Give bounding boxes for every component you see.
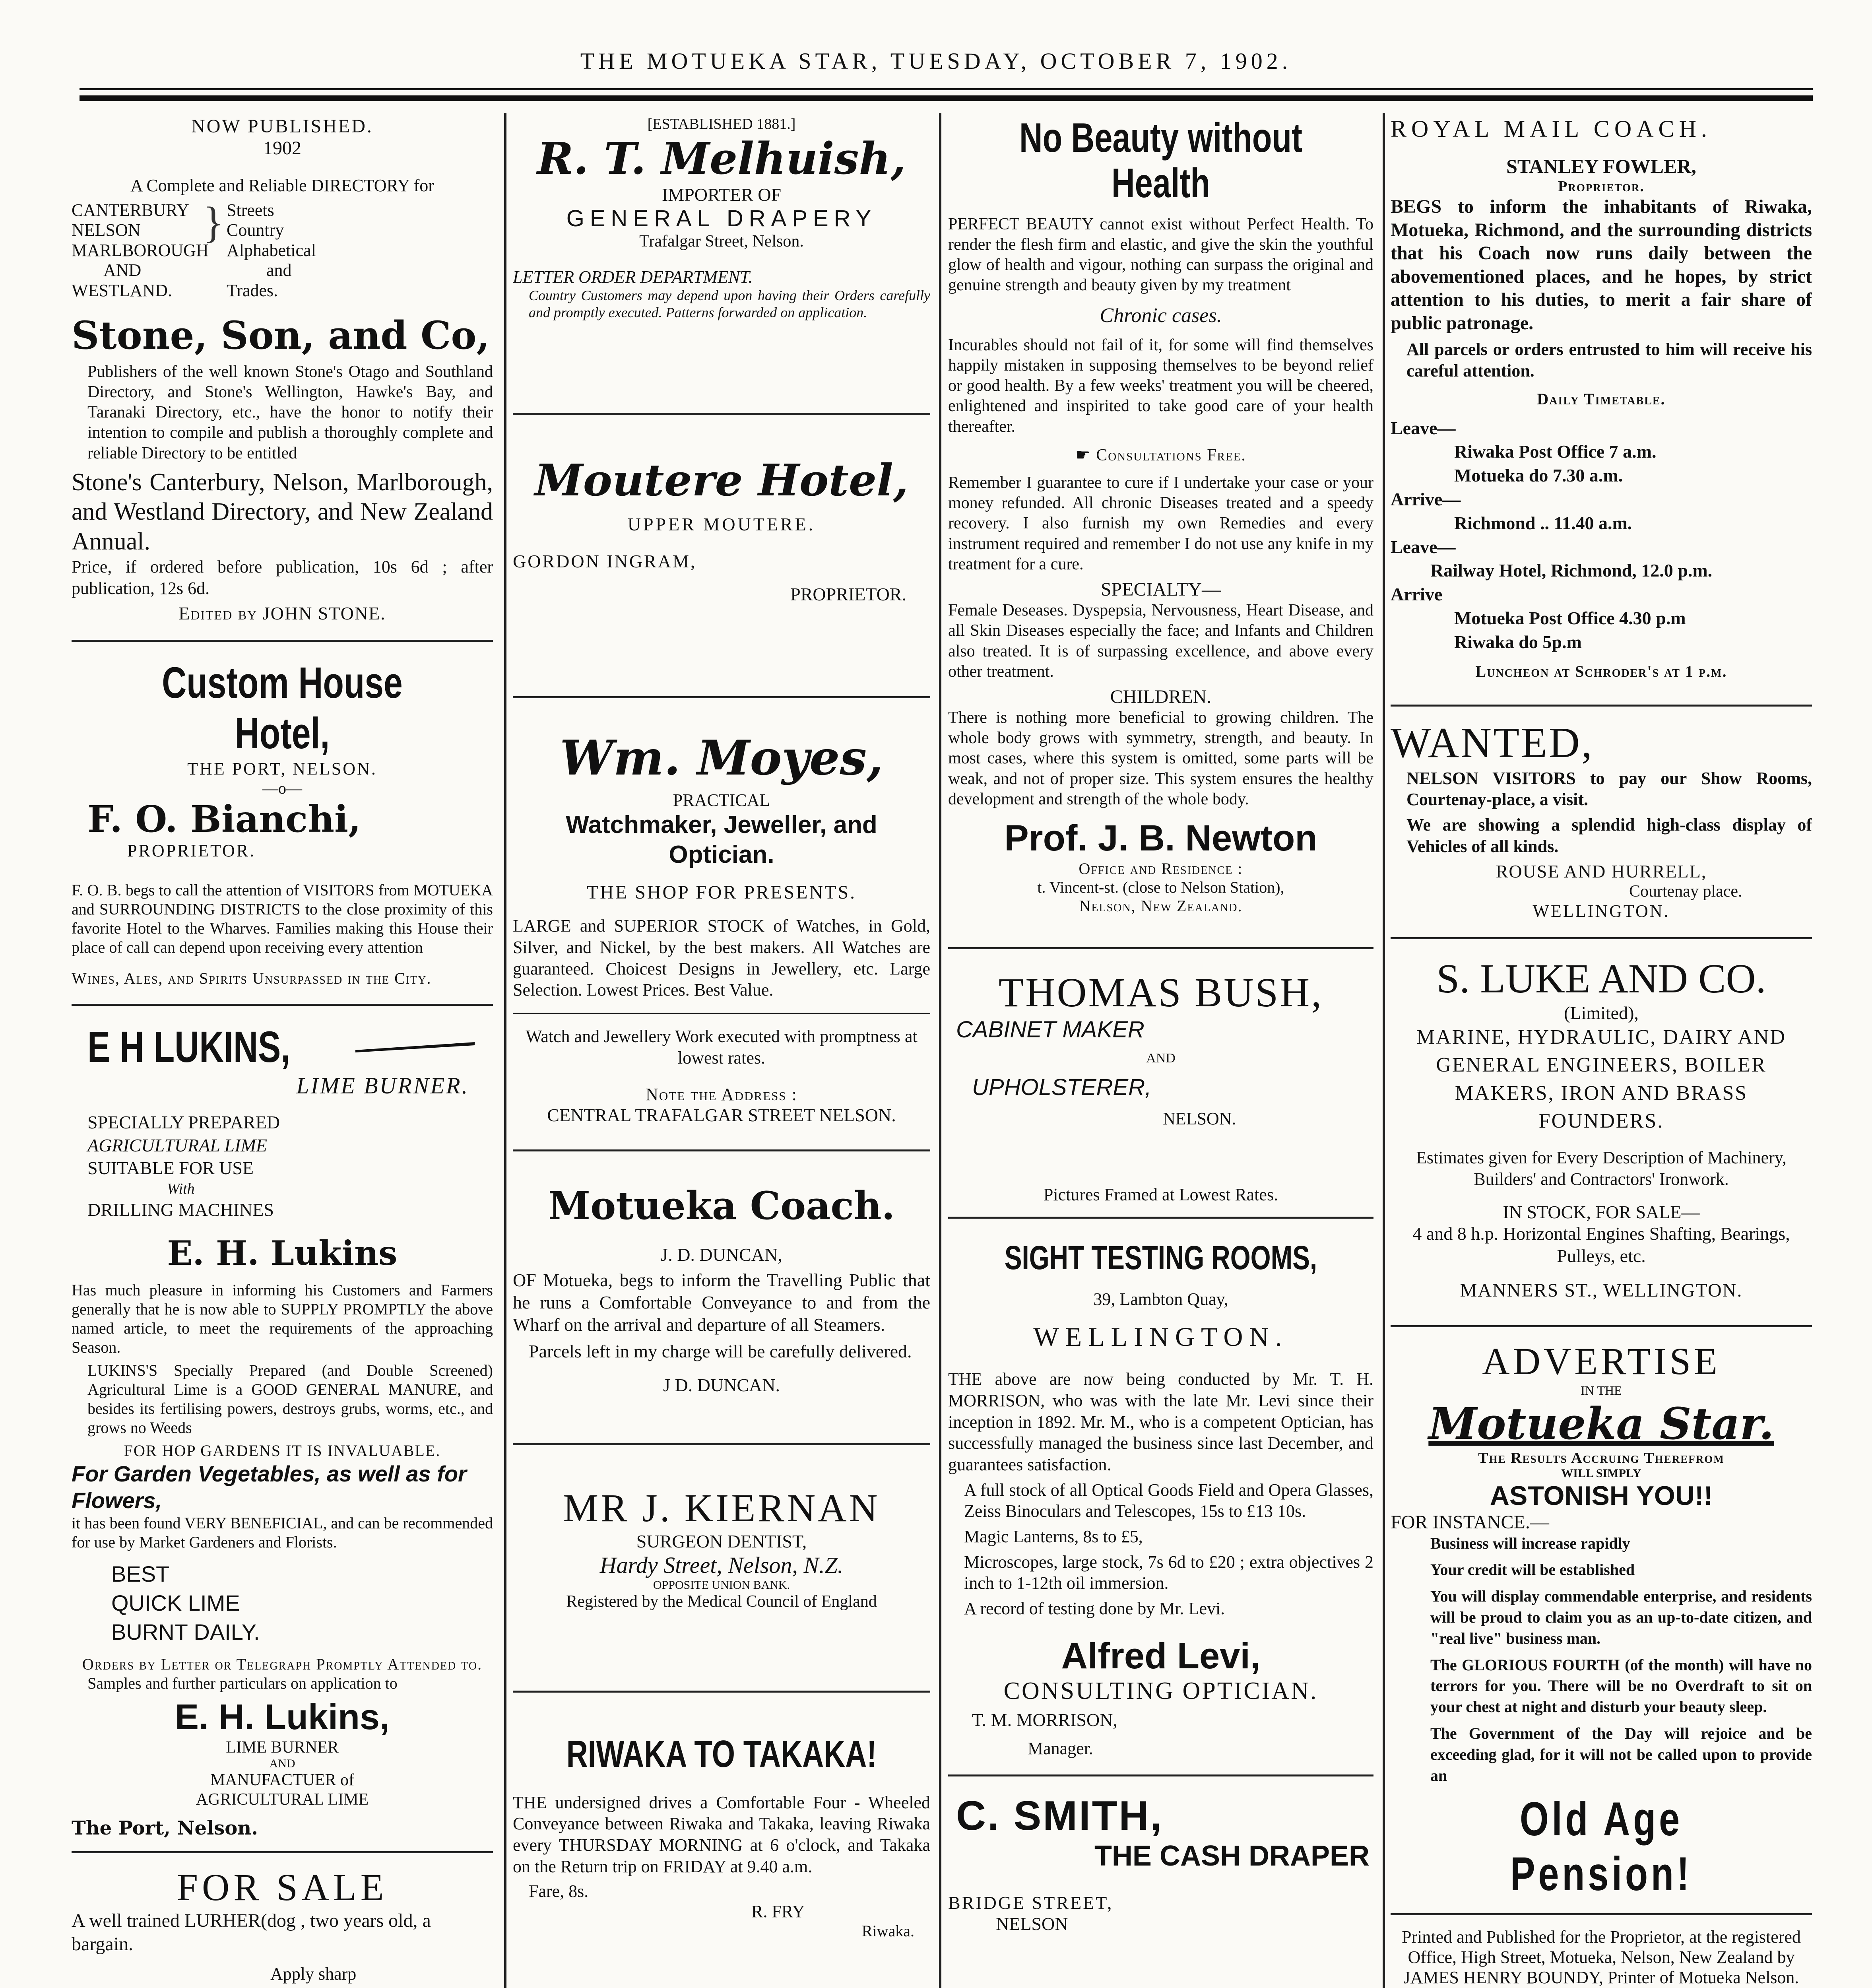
schedule-label: Arrive bbox=[1391, 584, 1443, 605]
coach-sign: J D. DUNCAN. bbox=[663, 1375, 780, 1395]
type: Streets bbox=[227, 200, 274, 220]
lukins-garden: For Garden Vegetables, as well as for Flowers, bbox=[72, 1461, 467, 1513]
newton-body-3: Remember I guarantee to cure if I undertake your case or your money refunded. All chronic Diseases treated and a speedy recovery. I also furnish my own Remedies and every instrument required and remember I do not use any knife in my treatment for a cure. bbox=[948, 473, 1373, 573]
schedule-label: Leave— bbox=[1391, 417, 1456, 438]
schedule-line: Riwaka do 5p.m bbox=[1454, 631, 1582, 652]
newton-headline: No Beauty without Health bbox=[1019, 115, 1303, 207]
schedule-line: Motueka do 7.30 a.m. bbox=[1454, 465, 1623, 486]
lukins-orders: Orders by Letter or Telegraph Promptly Attended to. bbox=[82, 1655, 483, 1673]
sight-body-2: A full stock of all Optical Goods Field and Opera Glasses, Zeiss Binoculars and Telescopes, 15s to £13 10s. bbox=[964, 1480, 1373, 1521]
advertise-instance: FOR INSTANCE.— bbox=[1391, 1511, 1549, 1533]
advertise-title: ADVERTISE bbox=[1482, 1340, 1721, 1382]
imprint: Printed and Published for the Proprietor, at the registered Office, High Street, Motueka, Nelson, New Zealand by JAMES HENRY BOUNDY, Printer of Motueka Nelson. bbox=[1402, 1927, 1801, 1987]
letter-order-dept: LETTER ORDER DEPARTMENT. bbox=[513, 267, 753, 287]
divider bbox=[1391, 705, 1812, 707]
newton-body-2: Incurables should not fail of it, for some will find themselves happily mistaken in supposing themselves to be beyond relief or good health. By a few weeks' treatment you will be cheered, enlightened and inspirited to take good care of your health thereafter. bbox=[948, 336, 1373, 436]
levi-manager-role: Manager. bbox=[1028, 1738, 1093, 1758]
coach-body: OF Motueka, begs to inform the Travelling Public that he runs a Comfortable Conveyance to and from the Wharf on the arrival and departure of all Steamers. bbox=[513, 1270, 930, 1335]
divider bbox=[1391, 937, 1812, 939]
newton-body-5: There is nothing more beneficial to growing children. The whole body grows with symmetry, strength, and beauty. In most cases, where this system is omitted, some parts will be weak, and not of proper size. This system ensures the healthy development and strength of the whole body. bbox=[948, 709, 1373, 808]
kiernan-address: Hardy Street, Nelson, N.Z. bbox=[599, 1552, 844, 1578]
bush-name: THOMAS BUSH, bbox=[998, 970, 1323, 1016]
newton-consult bbox=[948, 445, 1373, 465]
riwaka-title: RIWAKA TO TAKAKA! bbox=[566, 1732, 877, 1775]
levi-role: CONSULTING OPTICIAN. bbox=[1003, 1677, 1318, 1705]
masthead-rule-thick bbox=[80, 95, 1813, 101]
wanted-street: Courtenay place. bbox=[1629, 882, 1742, 901]
newton-body-4: Female Deseases. Dyspepsia, Nervousness, Heart Disease, and all Skin Diseases especially the face; and Infants and Children also treated. It is of surpassing excellence, and above every other treatment. bbox=[948, 601, 1373, 681]
wanted-ad bbox=[1391, 718, 1812, 922]
region: NELSON bbox=[72, 220, 141, 240]
proprietor-role: PROPRIETOR. bbox=[127, 841, 256, 861]
luke-engines: 4 and 8 h.p. Horizontal Engines Shafting, Bearings, Pulleys, etc. bbox=[1412, 1223, 1790, 1266]
lukins-ad bbox=[72, 1022, 493, 1839]
sight-city: WELLINGTON. bbox=[1033, 1322, 1288, 1352]
lukins-best bbox=[72, 1560, 493, 1646]
divider bbox=[513, 1691, 930, 1693]
column-4 bbox=[1391, 115, 1812, 1988]
riwaka-place: Riwaka. bbox=[861, 1922, 914, 1940]
advertise-items bbox=[1391, 1533, 1812, 1786]
advertise-will: WILL SIMPLY bbox=[1561, 1466, 1641, 1480]
letter-order-body: Country Customers may depend upon having their Orders carefully and promptly executed. Patterns forwarded on application. bbox=[529, 287, 930, 321]
lukins-sign-lines bbox=[72, 1738, 493, 1809]
schedule-line: Riwaka Post Office 7 a.m. bbox=[1454, 441, 1657, 462]
sight-lanterns: Magic Lanterns, 8s to £5, bbox=[964, 1526, 1143, 1546]
directory-regions bbox=[72, 200, 493, 301]
masthead-rule bbox=[80, 88, 1813, 90]
divider bbox=[72, 640, 493, 642]
kiernan-opposite: OPPOSITE UNION BANK. bbox=[653, 1578, 790, 1592]
schedule-line: Railway Hotel, Richmond, 12.0 p.m. bbox=[1430, 560, 1713, 581]
advertise-pension: Old Age Pension! bbox=[1510, 1792, 1692, 1901]
advertise-item: The Government of the Day will rejoice and be exceeding glad, for it will not be called upon to provide an bbox=[1430, 1724, 1812, 1784]
divider bbox=[1391, 1913, 1812, 1915]
wanted-firm: ROUSE AND HURRELL, bbox=[1496, 861, 1707, 882]
established: [ESTABLISHED 1881.] bbox=[647, 116, 796, 132]
sight-body-1: THE above are now being conducted by Mr. T. H. MORRISON, who was with the late Mr. Levi since their inception in 1892. Mr. M., who is a competent Optician, has successfully managed the business since last December, and guarantees satisfaction. bbox=[948, 1369, 1373, 1474]
year: 1902 bbox=[263, 138, 301, 159]
levi-name: Alfred Levi, bbox=[1061, 1635, 1261, 1676]
directory-ad bbox=[72, 115, 493, 624]
divider bbox=[948, 1217, 1373, 1219]
moyes-note: Note the Address : bbox=[646, 1085, 797, 1105]
sign-line: AGRICULTURAL LIME bbox=[196, 1790, 369, 1809]
hotel-wines: Wines, Ales, and Spirits Unsurpassed in the City. bbox=[72, 969, 432, 988]
lukins-trade: LIME BURNER. bbox=[296, 1073, 469, 1099]
lukins-garden-2: it has been found VERY BENEFICIAL, and can be recommended for use by Market Gardeners and Florists. bbox=[72, 1514, 493, 1551]
consult-text: Consultations Free. bbox=[1096, 446, 1246, 464]
smith-street: BRIDGE STREET, bbox=[948, 1892, 1114, 1913]
melhuish-address: Trafalgar Street, Nelson. bbox=[639, 232, 804, 250]
for-sale-apply: Apply sharp bbox=[270, 1964, 357, 1984]
sign-line: MANUFACTUER of bbox=[210, 1771, 355, 1790]
newton-city: Nelson, New Zealand. bbox=[1079, 897, 1243, 915]
proprietor-name: F. O. Bianchi, bbox=[87, 798, 361, 841]
lukins-hop: FOR HOP GARDENS IT IS INVALUABLE. bbox=[124, 1441, 441, 1460]
column-divider bbox=[504, 113, 506, 1988]
directory-price: Price, if ordered before publication, 10s 6d ; after publication, 12s 6d. bbox=[72, 557, 493, 598]
feature-line: DRILLING MACHINES bbox=[87, 1200, 274, 1220]
advertise-in-the: IN THE bbox=[1581, 1383, 1622, 1398]
smith-name: C. SMITH, bbox=[956, 1792, 1164, 1839]
wanted-body-1: NELSON VISITORS to pay our Show Rooms, Courtenay-place, a visit. bbox=[1406, 768, 1812, 810]
lukins-body-2: LUKINS'S Specially Prepared (and Double Screened) Agricultural Lime is a GOOD GENERAL MANURE, and besides its fertilising powers, destroys grubs, worms, etc., and grows no Weeds bbox=[87, 1361, 493, 1437]
mail-lunch: Luncheon at Schroder's at 1 p.m. bbox=[1475, 662, 1727, 680]
newton-specialty: SPECIALTY— bbox=[1100, 579, 1221, 600]
directory-blurb: Publishers of the well known Stone's Otago and Southland Directory, and Stone's Wellington, Hawke's Bay, and Taranaki Directory, etc., have the honor to notify their intention to compile and publish a thoroughly complete and reliable Directory to be entitled bbox=[87, 362, 493, 462]
column-3 bbox=[948, 115, 1373, 1988]
hotel-body: F. O. B. begs to call the attention of VISITORS from MOTUEKA and SURROUNDING DISTRICTS to the close proximity of this favorite Hotel to the Wharves. Families making this House their place of call can depend upon receiving every attention bbox=[72, 881, 493, 957]
arrow-icon bbox=[355, 1042, 475, 1052]
column-2 bbox=[513, 115, 930, 1988]
feature-line: SUITABLE FOR USE bbox=[87, 1158, 254, 1178]
mail-title: ROYAL MAIL COACH. bbox=[1391, 116, 1712, 142]
divider bbox=[513, 1149, 930, 1151]
divider bbox=[1391, 1325, 1812, 1327]
column-1 bbox=[72, 115, 493, 1988]
lukins-signature: E. H. Lukins bbox=[167, 1233, 398, 1273]
for-sale-title: FOR SALE bbox=[177, 1866, 388, 1908]
sign-line: AND bbox=[269, 1757, 295, 1770]
moutere-name: Moutere Hotel, bbox=[534, 454, 909, 506]
sign-line: LIME BURNER bbox=[226, 1738, 339, 1757]
lukins-sign-name: E. H. Lukins, bbox=[175, 1697, 390, 1737]
bush-trade-1: CABINET MAKER bbox=[956, 1017, 1145, 1043]
moyes-ad bbox=[513, 730, 930, 1126]
divider bbox=[513, 696, 930, 698]
smith-city: NELSON bbox=[996, 1913, 1068, 1934]
sight-testing-ad bbox=[948, 1239, 1373, 1758]
luke-address: MANNERS ST., WELLINGTON. bbox=[1460, 1279, 1743, 1301]
riwaka-ad bbox=[513, 1732, 930, 1941]
directory-intro: A Complete and Reliable DIRECTORY for bbox=[130, 176, 434, 195]
region: CANTERBURY bbox=[72, 200, 189, 220]
region: WESTLAND. bbox=[72, 281, 172, 301]
smith-tag: THE CASH DRAPER bbox=[1094, 1840, 1370, 1872]
divider bbox=[948, 947, 1373, 949]
brace: } bbox=[203, 198, 224, 247]
newton-name: Prof. J. B. Newton bbox=[1004, 818, 1317, 859]
moutere-role: PROPRIETOR. bbox=[790, 584, 906, 605]
kiernan-ad bbox=[513, 1485, 930, 1611]
moutere-owner: GORDON INGRAM, bbox=[513, 551, 697, 572]
lukins-address: The Port, Nelson. bbox=[72, 1817, 258, 1839]
levi-manager: T. M. MORRISON, bbox=[972, 1709, 1117, 1730]
masthead: THE MOTUEKA STAR, TUESDAY, OCTOBER 7, 1902. bbox=[580, 48, 1292, 74]
coach-name: Motueka Coach. bbox=[548, 1183, 895, 1229]
luke-name: S. LUKE AND CO. bbox=[1436, 956, 1766, 1002]
mail-coach-ad bbox=[1391, 115, 1812, 681]
directory-title: Stone's Canterbury, Nelson, Marlborough, and Westland Directory, and New Zealand Annual. bbox=[72, 468, 493, 555]
advertise-item: Your credit will be established bbox=[1430, 1561, 1635, 1579]
mail-role: Proprietor. bbox=[1558, 178, 1645, 195]
divider bbox=[948, 1774, 1373, 1776]
moutere-ad bbox=[513, 454, 930, 605]
column-divider bbox=[939, 113, 941, 1988]
hotel-place: THE PORT, NELSON. bbox=[187, 759, 377, 779]
wanted-body-2: We are showing a splendid high-class display of Vehicles of all kinds. bbox=[1406, 815, 1812, 856]
luke-trades: MARINE, HYDRAULIC, DAIRY AND GENERAL ENGINEERS, BOILER MAKERS, IRON AND BRASS FOUNDERS. bbox=[1416, 1026, 1786, 1132]
type: Country bbox=[227, 220, 284, 240]
mail-timetable: Daily Timetable. bbox=[1537, 390, 1666, 408]
bush-ad bbox=[948, 969, 1373, 1205]
riwaka-fare: Fare, 8s. bbox=[529, 1881, 589, 1901]
newton-ad bbox=[948, 115, 1373, 915]
melhuish-goods: GENERAL DRAPERY bbox=[566, 206, 877, 231]
kiernan-role: SURGEON DENTIST, bbox=[636, 1531, 807, 1551]
directory-editor: Edited by JOHN STONE. bbox=[178, 603, 386, 624]
moyes-stock: LARGE and SUPERIOR STOCK of Watches, in Gold, Silver, and Nickel, by the best makers. All Watches are guaranteed. Choicest Designs in Jewellery, etc. Large Selection. Lowest Prices. Best Value. bbox=[513, 916, 930, 1000]
luke-ad bbox=[1391, 955, 1812, 1301]
melhuish-name: R. T. Melhuish, bbox=[537, 133, 906, 184]
newton-body-1: PERFECT BEAUTY cannot exist without Perfect Health. To render the flesh firm and elastic, and give the skin the youthful glow of health and vigour, nothing can surpass the original and genuine strength and beauty given by my treatment bbox=[948, 215, 1373, 295]
moyes-name: Wm. Moyes, bbox=[560, 730, 883, 786]
best-line: BURNT DAILY. bbox=[111, 1619, 260, 1644]
advertise-results: The Results Accruing Therefrom bbox=[1478, 1449, 1725, 1466]
luke-estimates: Estimates given for Every Description of Machinery, Builders' and Contractors' Ironwork. bbox=[1416, 1148, 1787, 1189]
custom-house-ad bbox=[72, 658, 493, 988]
moyes-trade: Watchmaker, Jeweller, and Optician. bbox=[566, 811, 877, 868]
lukins-body-1: Has much pleasure in informing his Customers and Farmers generally that he is now able to SUPPLY PROMPTLY the above named article, to meet the requirements of the approaching Season. bbox=[72, 1281, 493, 1356]
type: Trades. bbox=[227, 281, 278, 301]
divider bbox=[72, 1004, 493, 1006]
best-line: BEST bbox=[111, 1561, 170, 1587]
advertise-astonish: ASTONISH YOU!! bbox=[1490, 1480, 1713, 1511]
type: and bbox=[266, 260, 292, 280]
schedule-line: Richmond .. 11.40 a.m. bbox=[1454, 513, 1632, 533]
coach-ad bbox=[513, 1183, 930, 1395]
moyes-address: CENTRAL TRAFALGAR STREET NELSON. bbox=[547, 1105, 896, 1126]
moyes-practical: PRACTICAL bbox=[673, 790, 770, 810]
for-sale-ad bbox=[72, 1865, 493, 1988]
advertise-paper: Motueka Star. bbox=[1428, 1398, 1774, 1449]
moyes-shop: THE SHOP FOR PRESENTS. bbox=[586, 882, 857, 903]
luke-stock: IN STOCK, FOR SALE— bbox=[1503, 1202, 1700, 1223]
mail-owner: STANLEY FOWLER, bbox=[1506, 155, 1696, 177]
schedule-label: Leave— bbox=[1391, 536, 1456, 557]
schedule-label: Arrive— bbox=[1391, 489, 1461, 510]
sight-title: SIGHT TESTING ROOMS, bbox=[1004, 1239, 1317, 1277]
moutere-place: UPPER MOUTERE. bbox=[627, 514, 816, 535]
mail-schedule bbox=[1391, 416, 1812, 654]
coach-parcels: Parcels left in my charge will be carefully delivered. bbox=[529, 1341, 912, 1361]
bush-city: NELSON. bbox=[1163, 1109, 1236, 1129]
coach-owner: J. D. DUNCAN, bbox=[661, 1244, 782, 1265]
newton-street: t. Vincent-st. (close to Nelson Station), bbox=[1037, 878, 1284, 897]
newton-office: Office and Residence : bbox=[1079, 860, 1243, 878]
sight-address: 39, Lambton Quay, bbox=[1093, 1289, 1228, 1309]
kiernan-name: MR J. KIERNAN bbox=[563, 1485, 880, 1530]
sight-record: A record of testing done by Mr. Levi. bbox=[964, 1598, 1225, 1618]
hotel-name: Custom House Hotel, bbox=[162, 658, 403, 758]
melhuish-ad bbox=[513, 115, 930, 321]
divider bbox=[72, 1851, 493, 1853]
luke-limited: (Limited), bbox=[1564, 1003, 1639, 1023]
advertise-ad bbox=[1391, 1339, 1812, 1902]
region: AND bbox=[103, 260, 142, 280]
kiernan-registered: Registered by the Medical Council of England bbox=[566, 1592, 877, 1611]
separator: —o— bbox=[262, 779, 302, 798]
lime-features bbox=[87, 1111, 493, 1221]
riwaka-body: THE undersigned drives a Comfortable Four - Wheeled Conveyance between Riwaka and Takaka, leaving Riwaka every THURSDAY MORNING at 6 o'clock, and Takaka on the Return trip on FRIDAY at 9.40 a.m. bbox=[513, 1792, 930, 1876]
sight-microscopes: Microscopes, large stock, 7s 6d to £20 ; extra objectives 2 inch to 1-12th oil immersion. bbox=[964, 1552, 1373, 1593]
bush-pictures: Pictures Framed at Lowest Rates. bbox=[1043, 1185, 1278, 1205]
for-sale-body: A well trained LURHER(dog , two years old, a bargain. bbox=[72, 1910, 431, 1955]
moyes-repairs: Watch and Jewellery Work executed with promptness at lowest rates. bbox=[526, 1026, 918, 1068]
bush-trade-2: UPHOLSTERER, bbox=[972, 1074, 1152, 1101]
feature-line: AGRICULTURAL LIME bbox=[87, 1135, 267, 1155]
smith-ad bbox=[948, 1792, 1373, 1988]
wanted-title: WANTED, bbox=[1391, 719, 1594, 767]
publisher-name: Stone, Son, and Co, bbox=[72, 313, 490, 358]
lukins-samples: Samples and further particulars on application to bbox=[87, 1674, 398, 1692]
wanted-city: WELLINGTON. bbox=[1533, 901, 1670, 921]
riwaka-sign: R. FRY bbox=[751, 1902, 805, 1922]
thin-divider bbox=[513, 1013, 930, 1014]
hand-icon: ☛ bbox=[1075, 446, 1096, 464]
best-line: QUICK LIME bbox=[111, 1590, 240, 1615]
feature-line: SPECIALLY PREPARED bbox=[87, 1112, 280, 1133]
mail-parcels: All parcels or orders entrusted to him will receive his careful attention. bbox=[1406, 340, 1812, 381]
advertise-item: You will display commendable enterprise, and residents will be proud to claim you as an up-to-date citizen, and "real live" business man. bbox=[1430, 1587, 1812, 1647]
advertise-item: The GLORIOUS FOURTH (of the month) will have no terrors for you. There will be no Overdraft to sit on your chest at night and disturb your beauty sleep. bbox=[1430, 1656, 1812, 1716]
schedule-line: Motueka Post Office 4.30 p.m bbox=[1454, 608, 1686, 628]
melhuish-importer: IMPORTER OF bbox=[662, 184, 782, 205]
feature-line: With bbox=[167, 1180, 195, 1197]
newton-children: CHILDREN. bbox=[1110, 686, 1212, 707]
now-published: NOW PUBLISHED. bbox=[191, 116, 373, 137]
mail-body: BEGS to inform the inhabitants of Riwaka, Motueka, Richmond, and the surrounding districts that his Coach now runs daily between the abovementioned places, and he hopes, by strict attention to his duties, to merit a fair share of public patronage. bbox=[1391, 196, 1812, 334]
bush-and: AND bbox=[1146, 1051, 1176, 1066]
lukins-name: E H LUKINS, bbox=[87, 1023, 291, 1072]
column-divider bbox=[1383, 113, 1385, 1988]
advertise-item: Business will increase rapidly bbox=[1430, 1534, 1630, 1552]
divider bbox=[513, 413, 930, 415]
divider bbox=[513, 1443, 930, 1445]
type: Alphabetical bbox=[227, 240, 316, 260]
newton-chronic: Chronic cases. bbox=[1100, 304, 1222, 327]
region: MARLBOROUGH bbox=[72, 240, 209, 260]
